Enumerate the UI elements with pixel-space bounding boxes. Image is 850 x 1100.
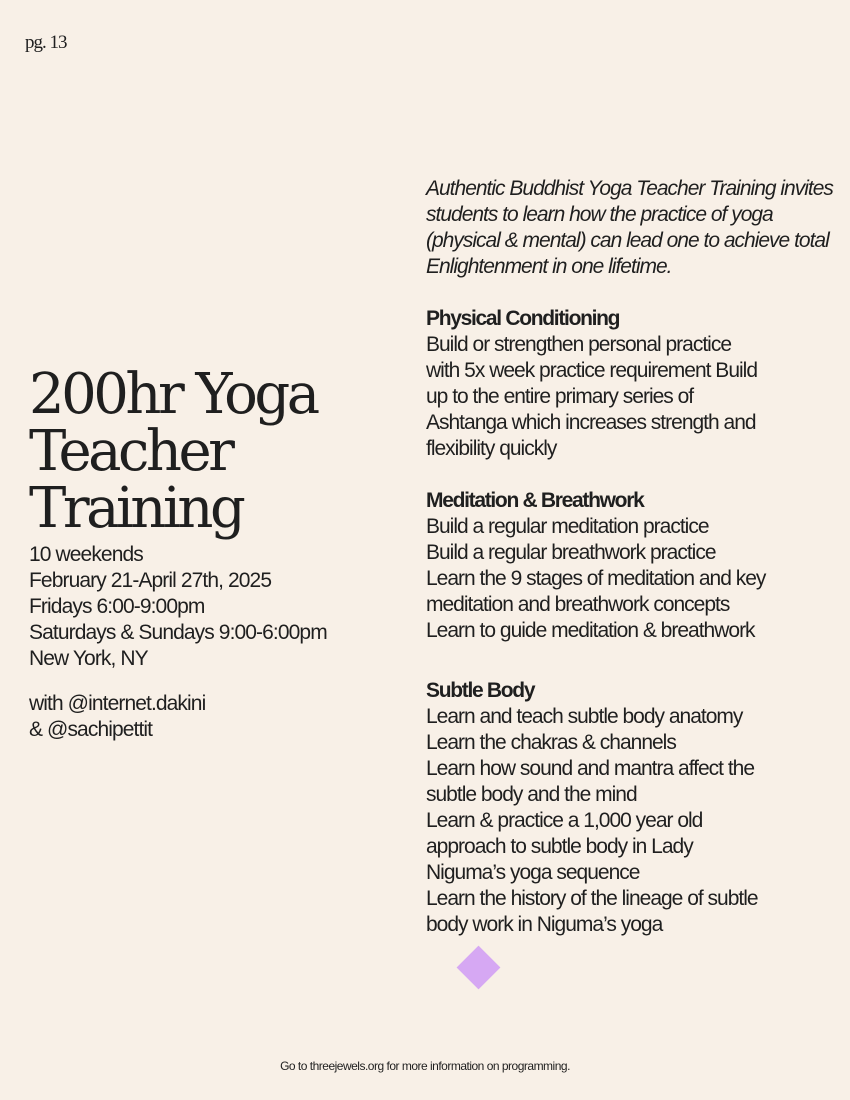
section-line: body work in Niguma’s yoga	[426, 913, 663, 936]
section-line: Learn to guide meditation & breathwork	[426, 619, 755, 642]
title-line: Training	[29, 476, 243, 541]
curriculum	[426, 176, 836, 938]
section-line: Learn & practice a 1,000 year old	[426, 809, 703, 832]
section-line: Build a regular meditation practice	[426, 515, 709, 538]
section-line: Ashtanga which increases strength and	[426, 411, 756, 434]
date-range-text: February 21-April 27th, 2025	[29, 569, 272, 592]
host-line: with @internet.dakini	[29, 692, 206, 715]
section-line: Learn the chakras & channels	[426, 731, 676, 754]
page-title	[29, 362, 409, 541]
section-meditation-breathwork	[426, 488, 836, 644]
section-line: with 5x week practice requirement Build	[426, 359, 758, 382]
host-line: & @sachipettit	[29, 718, 153, 741]
section-heading: Subtle Body	[426, 679, 535, 702]
section-line: meditation and breathwork concepts	[426, 593, 730, 616]
section-line: Learn how sound and mantra affect the	[426, 757, 755, 780]
section-line: up to the entire primary series of	[426, 385, 694, 408]
section-line: Learn the history of the lineage of subtle	[426, 887, 758, 910]
weekend-schedule-text: Saturdays & Sundays 9:00-6:00pm	[29, 621, 327, 644]
page-number: pg. 13	[25, 32, 67, 53]
duration-text: 10 weekends	[29, 543, 143, 566]
title-line: Teacher	[29, 419, 232, 484]
section-line: Build a regular breathwork practice	[426, 541, 716, 564]
section-heading: Meditation & Breathwork	[426, 489, 644, 512]
section-line: Niguma’s yoga sequence	[426, 861, 640, 884]
section-line: Build or strengthen personal practice	[426, 333, 732, 356]
location-text: New York, NY	[29, 647, 148, 670]
program-summary	[29, 362, 409, 743]
section-line: subtle body and the mind	[426, 783, 637, 806]
footer-note: Go to threejewels.org for more information on programming.	[280, 1059, 570, 1073]
hosts	[29, 691, 409, 743]
diamond-icon	[457, 946, 501, 990]
section-line: Learn and teach subtle body anatomy	[426, 705, 743, 728]
section-line: Learn the 9 stages of meditation and key	[426, 567, 766, 590]
section-subtle-body	[426, 678, 836, 938]
section-line: flexibility quickly	[426, 437, 557, 460]
title-line: 200hr Yoga	[29, 362, 317, 427]
intro-paragraph: Authentic Buddhist Yoga Teacher Training invites students to learn how the practice of yoga (physical & mental) can lead one to achieve total Enlightenment in one lifetime.	[426, 177, 833, 278]
program-details	[29, 542, 409, 672]
weekday-schedule-text: Fridays 6:00-9:00pm	[29, 595, 205, 618]
section-line: approach to subtle body in Lady	[426, 835, 693, 858]
section-heading: Physical Conditioning	[426, 307, 620, 330]
section-physical-conditioning	[426, 306, 836, 462]
